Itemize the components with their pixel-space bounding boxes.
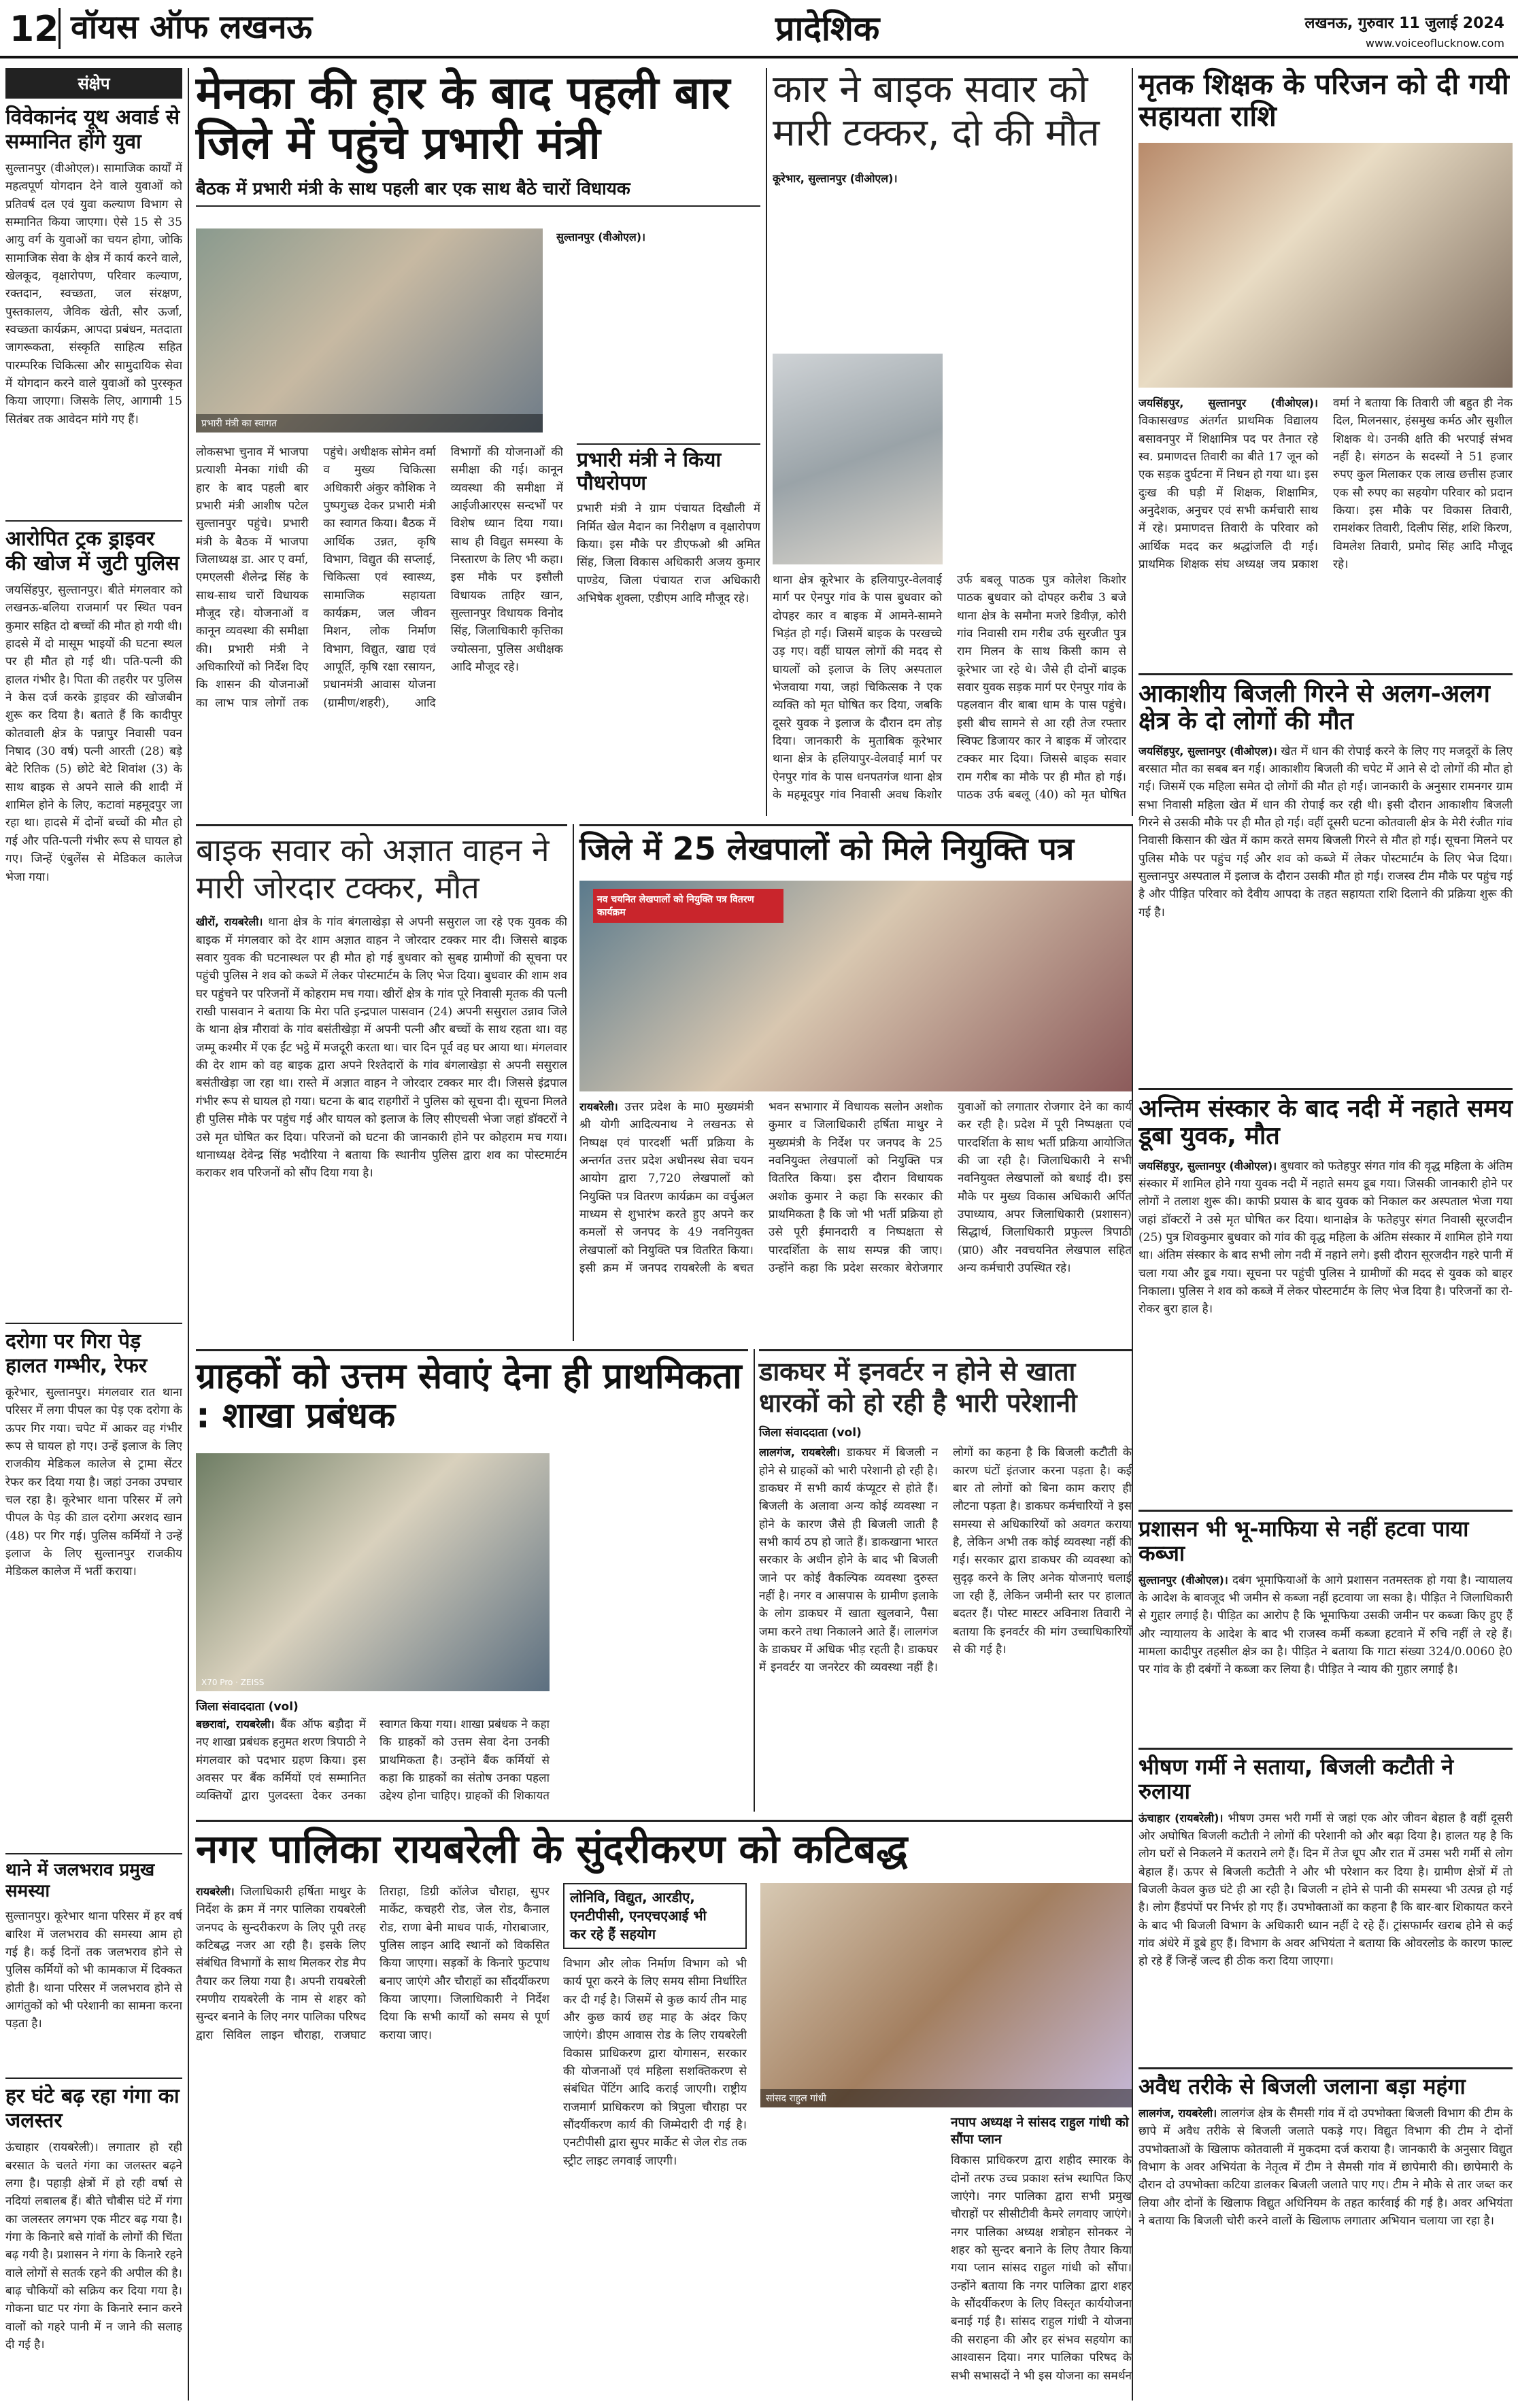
headline: अवैध तरीके से बिजली जलाना बड़ा महंगा [1138,2073,1466,2099]
body [1138,1157,1513,1484]
column-rule [1132,68,1133,816]
body2: प्रभारी मंत्री ने ग्राम पंचायत दिखौली में निर्मित खेल मैदान का निरीक्षण व वृक्षारोपण किया। इस मौके पर डीएफओ श्री अमित सिंह, जिला विकास अधिकारी अजय कुमार पाण्डेय, जिला पंचायत राज अधिकारी अभिषेक शुक्ला, एडीएम आदि मौजूद रहे। [577,502,760,605]
dateline: बछरावां, रायबरेली। [196,1718,275,1731]
story-heat [1138,1748,1513,2061]
sidebar-label-text: संक्षेप [78,74,110,93]
website: www.voiceoflucknow.com [1365,37,1504,50]
story-lightning [1138,673,1513,1081]
photo-caption: सांसद राहुल गांधी [760,2089,1132,2107]
brief-headline: विवेकानंद यूथ अवार्ड से सम्मानित होंगे युवा [5,105,180,154]
photo-stamp: X70 Pro · ZEISS [201,1678,265,1687]
byline: जयसिंहपुर, सुल्तानपुर (वीओएल)। [1138,744,1277,758]
headline: मेनका की हार के बाद पहली बार जिले में पहुंचे प्रभारी मंत्री [196,67,730,169]
bullet-line: एनटीपीसी, एनएचएआई भी [570,1907,707,1924]
byline: कूरेभार, सुल्तानपुर (वीओएल)। [773,172,898,185]
byline: जयसिंहपुर, सुल्तानपुर (वीओएल)। [1138,396,1318,409]
body-text: उत्तर प्रदेश के मा0 मुख्यमंत्री श्री योगी आदित्यनाथ ने लखनऊ से निष्पक्ष एवं पारदर्शी भर्ती प्रक्रिया के अन्तर्गत उत्तर प्रदेश अधीनस्थ सेवा चयन आयोग द्वारा 7,720 लेखपालों को नियुक्ति पत्र वितरण कार्यक्रम का वर्चुअल माध्यम से शुभारंभ करते हुए अपने कर कमलों से जनपद के 49 नवनियुक्त लेखपालों को नियुक्ति पत्र वितरित किया। इसी क्रम में जनपद रायबरेली के बचत भवन सभागार में विधायक सलोन अशोक कुमार व जिलाधिकारी हर्षिता माथुर ने मुख्यमंत्री के निर्देश पर जनपद के 25 नवनियुक्त लेखपालों को नियुक्ति पत्र वितरित किया। इस दौरान विधायक अशोक कुमार ने कहा कि सरकार की प्राथमिकता है कि जो भी भर्ती प्रक्रिया हो उसे पूरी ईमानदारी व निष्पक्षता से पारदर्शिता के साथ सम्पन्न की जाए। उन्होंने कहा कि प्रदेश सरकार बेरोजगार युवाओं को लगातार रोजगार देने का कार्य कर रही है। प्रदेश में पूरी निष्पक्षता एवं पारदर्शिता के साथ भर्ती प्रक्रिया आयोजित की जा रही है। जिलाधिकारी ने सभी नवनियुक्त लेखपालों को बधाई दी। इस मौके पर मुख्य विकास अधिकारी अर्पित उपाध्याय, अपर जिलाधिकारी (प्रशासन) सिद्धार्थ, जिलाधिकारी प्रफुल्ल त्रिपाठी (प्रा0) और नवचयनित लेखपाल सहित अन्य कर्मचारी उपस्थित रहे। [579,1100,1132,1276]
body: थाना क्षेत्र कूरेभार के हलियापुर-वेलवाई मार्ग पर ऐनपुर गांव के पास बुधवार को दोपहर कार व बाइक में आमने-सामने भिड़ंत हो गई। जिसमें बाइक के परखच्चे उड़ गए। वहीं घायल लोगों की मदद से घायलों को इलाज के लिए अस्पताल भेजवाया गया, जहां चिकित्सक ने एक व्यक्ति को मृत घोषित कर दिया, जबकि दूसरे युवक ने इलाज के दौरान दम तोड़ दिया। जानकारी के मुताबिक कूरेभार थाना क्षेत्र के हलियापुर-वेलवाई मार्ग पर ऐनपुर गांव के पास धनपतगंज थाना क्षेत्र के महमूदपुर गांव निवासी अवध किशोर उर्फ बबलू पाठक पुत्र कोलेश किशोर पाठक बुधवार को दोपहर करीब 3 बजे थाना क्षेत्र के समौना मजरे डिवीज़, कोरी गांव निवासी राम गरीब उर्फ सुरजीत पुत्र राम मिलन के साथ किसी काम से कूरेभार जा रहे थे। जैसे ही दोनों बाइक सवार युवक सड़क मार्ग पर ऐनपुर गांव के पहलवान वीर बाबा धाम के पास पहुंचे। इसी बीच सामने से आ रही तेज रफ्तार स्विफ्ट डिजायर कार ने बाइक में जोरदार टक्कर मार दिया। जिससे बाइक सवार राम गरीब का मौके पर ही मौत हो गई। पाठक उर्फ बबलू (40) को मृत घोषित [773,573,1126,802]
photo-rahul [760,1883,1132,2107]
brief-headline: दरोगा पर गिरा पेड़ हालत गम्भीर, रेफर [5,1329,148,1378]
brief-item [5,520,182,1316]
body-right: विकास प्राधिकरण द्वारा शहीद स्मारक के दोनों तरफ उच्च प्रकाश स्तंभ स्थापित किए जाएंगे। नगर पालिका द्वारा सभी प्रमुख चौराहों पर सीसीटीवी कैमरे लगवाए जाएंगे। नगर पालिका अध्यक्ष शत्रोहन सोनकर ने शहर को सुन्दर बनाने के लिए तैयार किया गया प्लान सांसद राहुल गांधी को सौंपा। उन्होंने बताया कि नगर पालिका द्वारा शहर के सौंदर्यीकरण के लिए विस्तृत कार्ययोजना बनाई गई है। सांसद राहुल गांधी ने योजना की सराहना की और हर संभव सहयोग का आश्वासन दिया। नगर पालिका परिषद के सभी सभासदों ने भी इस योजना का समर्थन [951,2154,1132,2383]
story-bank [196,1349,748,1812]
headline: भीषण गर्मी ने सताया, बिजली कटौती ने रुलाया [1138,1754,1454,1804]
headline: जिले में 25 लेखपालों को मिले नियुक्ति पत्र [579,830,1075,867]
sidebar-label [5,68,182,99]
page-number: 12 [10,9,59,50]
brief-item [5,2078,182,2401]
bullet-line: लोनिवि, विद्युत, आरडीए, [570,1889,695,1905]
body [1138,2105,1513,2390]
brief-body: जयसिंहपुर, सुल्तानपुर। बीते मंगलवार को लखनऊ-बलिया राजमार्ग पर स्थित पवन कुमार सहित दो बच्चों की मौत हो गयी थी। हादसे में दो मासूम भाइयों की घटना स्थल पर ही मौत हो गई थी। पति-पत्नी की हालत गंभीर है। पिता की तहरीर पर पुलिस ने केस दर्ज करके ड्राइवर की खोजबीन शुरू कर दिया है। बताते हैं कि कादीपुर कोतवाली क्षेत्र के पन्नापुर निवासी पवन निषाद (30 वर्ष) पत्नी आरती (28) बड़े बेटे रितिक (5) छोटे बेटे शिवांश (3) के साथ बाइक से अपने साले की शादी में शामिल होने के लिए, कटावां महमूदपुर जा रहा था। हादसे में दोनों बच्चों की मौत हो गई और पति-पत्नी गंभीर रूप से घायल हो गए। जिन्हें एंबुलेंस से मेडिकल कालेज भेजा गया। [5,583,182,884]
body [1138,743,1513,1062]
right-col [577,443,760,811]
body-text: बुधवार को फतेहपुर संगत गांव की वृद्ध महिला के अंतिम संस्कार में शामिल होने गया युवक नदी में नहाते समय डूब गया। जिसकी जानकारी होने पर लोगों ने तलाश शुरू की। काफी प्रयास के बाद युवक को निकाल कर अस्पताल भेजा गया जहां डॉक्टरों ने उसे मृत घोषित कर दिया। थानाक्षेत्र के फतेहपुर संगत निवासी सूरजदीन (25) पुत्र शिवकुमार बुधवार को गांव की वृद्ध महिला के अंतिम संस्कार में शामिल होने गया था। अंतिम संस्कार के बाद सभी लोग नदी में नहाने लगे। इसी दौरान सूरजदीन गहरे पानी में चला गया और डूब गया। सूचना पर पहुंची पुलिस ने ग्रामीणों की मदद से युवक को बाहर निकाला। पुलिस ने शव को कब्जे में लेकर पोस्टमार्टम के लिए भेज दिया है। परिजनों का रो-रोकर बुरा हाल है। [1138,1159,1513,1317]
body-text: दबंग भूमाफियाओं के आगे प्रशासन नतमस्तक हो गया है। न्यायालय के आदेश के बावजूद भी जमीन से कब्जा नहीं हटवाया जा सका है। पीड़ित ने जिलाधिकारी से गुहार लगाई है। पीड़ित का आरोप है कि भूमाफिया उसकी जमीन पर कब्जा किए हुए हैं और न्यायालय के आदेश के बाद भी राजस्व कर्मी कब्जा हटवाने में रुचि नहीं ले रहे हैं। मामला कादीपुर तहसील क्षेत्र का है। पीड़ित ने बताया कि गाटा संख्या 324/0.0060 हे0 पर गांव के ही दबंगों ने कब्जा कर लिया है। पीड़ित ने न्याय की गुहार लगाई है। [1138,1573,1513,1677]
photo-ceremony [579,881,1132,1091]
headline: आकाशीय बिजली गिरने से अलग-अलग क्षेत्र के दो लोगों की मौत [1138,680,1490,736]
story-menka [196,68,760,816]
photo-caption: प्रभारी मंत्री का स्वागत [196,414,543,433]
body: लोकसभा चुनाव में भाजपा प्रत्याशी मेनका गांधी की हार के बाद पहली बार प्रभारी मंत्री आशीष पटेल सुल्तानपुर पहुंचे। प्रभारी मंत्री के बैठक में भाजपा जिलाध्यक्ष डा. आर ए वर्मा, एमएलसी शैलेन्द्र सिंह के साथ-साथ चारों विधायक मौजूद रहे। योजनाओं व कानून व्यवस्था की समीक्षा की। प्रभारी मंत्री ने अधिकारियों को निर्देश दिए कि शासन की योजनाओं का लाभ पात्र लोगों तक पहुंचे। अधीक्षक सोमेन वर्मा व मुख्य चिकित्सा अधिकारी अंकुर कौशिक ने पुष्पगुच्छ देकर प्रभारी मंत्री का स्वागत किया। बैठक में आर्थिक उन्नत, कृषि विभाग, विद्युत की सप्लाई, चिकित्सा एवं स्वास्थ्य, सामाजिक सहायता कार्यक्रम, जल जीवन मिशन, लोक निर्माण विभाग, विद्युत, खाद्य एवं आपूर्ति, कृषि रक्षा रसायन, प्रधानमंत्री आवास योजना (ग्रामीण/शहरी), आदि विभागों की योजनाओं की समीक्षा की गई। कानून व्यवस्था की समीक्षा में आईजीआरएस सन्दर्भों पर विशेष ध्यान दिया गया। साथ ही विद्युत समस्या के निस्तारण के लिए भी कहा। इस मौके पर इसौली विधायक ताहिर खान, सुल्तानपुर विधायक विनोद सिंह, जिलाधिकारी कृत्तिका ज्योत्सना, पुलिस अधीक्षक आदि मौजूद रहे। [196,445,563,710]
body-left [196,1883,550,2400]
body [1138,394,1513,660]
masthead-divider [58,8,61,49]
byline: जयसिंहपुर, सुल्तानपुर (वीओएल)। [1138,1159,1277,1172]
byline: ऊंचाहार (रायबरेली)। [1138,1811,1224,1825]
story-nagar [196,1820,1132,2401]
headline: नगर पालिका रायबरेली के सुंदरीकरण को कटिबद्ध [196,1826,908,1872]
headline: मृतक शिक्षक के परिजन को दी गयी सहायता राशि [1138,67,1509,133]
brief-headline: हर घंटे बढ़ रहा गंगा का जलस्तर [5,2084,180,2133]
headline: प्रशासन भी भू-माफिया से नहीं हटवा पाया कब्जा [1138,1516,1469,1566]
byline: लालगंज, रायबरेली। [1138,2106,1217,2120]
story-bike [196,824,567,1341]
headline: बाइक सवार को अज्ञात वाहन ने मारी जोरदार टक्कर, मौत [196,832,550,906]
brief-body: सुल्तानपुर (वीओएल)। सामाजिक कार्यों में महत्वपूर्ण योगदान देने वाले युवाओं को प्रतिवर्ष दल एवं युवा कल्याण विभाग से सम्मानित किया जाएगा। ऐसे 15 से 35 आयु वर्ग के युवाओं का चयन होगा, जोकि सामाजिक सेवा के क्षेत्र में कार्य करने वाले, खेलकूद, वृक्षारोपण, परिवार कल्याण, रक्तदान, स्वच्छता, जल संरक्षण, पुस्तकालय, जैविक खेती, सौर ऊर्जा, स्वच्छता कार्यक्रम, आपदा प्रबंधन, मतदाता जागरूकता, संस्कृति साहित्य सहित पारम्परिक चिकित्सा और सामुदायिक सेवा में योगदान करने वाले युवाओं को पुरस्कृत किया जाएगा। जिसके लिए, आगामी 15 सितंबर तक आवेदन मांगे गए हैं। [5,162,182,426]
story-illegal [1138,2067,1513,2401]
byline: जिला संवाददाता (vol) [196,1700,299,1714]
brief-body: ऊंचाहार (रायबरेली)। लगातार हो रही बरसात के चलते गंगा का जलस्तर बढ़ने लगा है। पहाड़ी क्षेत्रों में हो रही वर्षा से नदियां लबालब हैं। बीते चौबीस घंटे में गंगा का जलस्तर लगभग एक मीटर बढ़ गया है। गंगा के किनारे बसे गांवों के लोगों की चिंता बढ़ गयी है। प्रशासन ने गंगा के किनारे रहने वाले लोगों से सतर्क रहने की अपील की है। बाढ़ चौकियों को सक्रिय कर दिया गया है। गोकना घाट पर गंगा के किनारे स्नान करने वालों को गहरे पानी में न जाने की सलाह दी गई है। [5,2141,182,2352]
brief-item [5,105,182,513]
story-teacher [1138,68,1513,666]
body [1138,1572,1513,1742]
section-name: प्रादेशिक [775,9,880,48]
paper-name: वॉयस ऑफ लखनऊ [71,8,313,46]
brief-body: सुल्तानपुर। कूरेभार थाना परिसर में हर वर्ष बारिश में जलभराव की समस्या आम हो गई है। कई दिनों तक जलभराव होने से पुलिस कर्मियों को भी कामकाज में दिक्कत होती है। थाना परिसर में जलभराव होने से आगंतुकों को भी परेशानी का सामना करना पड़ता है। [5,1910,182,2031]
byline: सुल्तानपुर (वीओएल)। [1138,1573,1228,1587]
subhead: प्रभारी मंत्री ने किया पौधरोपण [577,443,760,494]
body [196,913,567,1321]
column-rule [754,1349,755,1812]
story-mafia [1138,1510,1513,1741]
body [759,1444,1132,1784]
column-rule [188,68,189,2401]
body-text: जिलाधिकारी हर्षिता माथुर के निर्देश के क्रम में नगर पालिका रायबरेली जनपद के सुन्दरीकरण के लिए पूरी तरह कटिबद्ध नजर आ रही है। इसके लिए संबंधित विभागों के साथ मिलकर रोड मैप तैयार कर लिया गया है। अपनी रायबरेली रमणीय रायबरेली के नाम से शहर को सुन्दर बनाने के लिए नगर पालिका परिषद द्वारा सिविल लाइन चौराहा, राजघाट तिराहा, डिग्री कॉलेज चौराहा, सुपर मार्केट, कचहरी रोड, जेल रोड, कैनाल रोड, राणा बेनी माधव पार्क, गोराबाजार, पुलिस लाइन आदि स्थानों को विकसित किया जाएगा। सड़कों के किनारे फुटपाथ बनाए जाएंगे और चौराहों का सौंदर्यीकरण किया जाएगा। जिलाधिकारी ने निर्देश दिया कि सभी कार्यों को समय से पूर्ण कराया जाए। [196,1885,550,2042]
headline: कार ने बाइक सवार को मारी टक्कर, दो की मौत [773,67,1100,156]
headline: डाकघर में इनवर्टर न होने से खाता धारकों को हो रही है भारी परेशानी [759,1357,1077,1418]
brief-item [5,1853,182,2071]
story-lekhpal [579,824,1132,1341]
body-right [563,1453,748,1811]
subhead: नपाप अध्यक्ष ने सांसद राहुल गांधी को सौंपा प्लान [951,2115,1129,2147]
brief-headline: थाने में जलभराव प्रमुख समस्या [5,1860,155,1902]
body-text: डाकघर में बिजली न होने से ग्राहकों को भारी परेशानी हो रही है। डाकघर में सभी कार्य कंप्यूटर से होते हैं। बिजली के अलावा अन्य कोई व्यवस्था न होने के कारण जैसे ही बिजली जाती है सभी कार्य ठप हो जाते हैं। डाकखाना भारत सरकार के अधीन होने के बाद भी बिजली जाने पर कोई वैकल्पिक व्यवस्था दुरुस्त नहीं है। नगर व आसपास के ग्रामीण इलाके के लोग डाकघर में खाता खुलवाने, पैसा जमा करने तथा निकालने आते हैं। लालगंज के डाकघर में अधिक भीड़ रहती है। डाकघर में इनवर्टर या जनरेटर की व्यवस्था नहीं है। लोगों का कहना है कि बिजली कटौती के कारण घंटों इंतजार करना पड़ता है। कई बार तो लोगों को बिना काम कराए ही लौटना पड़ता है। डाकघर कर्मचारियों ने इस समस्या से अधिकारियों को अवगत कराया है, लेकिन अभी तक कोई व्यवस्था नहीं की गई। सरकार द्वारा डाकघर की व्यवस्था को सुदृढ़ करने के लिए अनेक योजनाएं चलाई जा रही हैं, लेकिन जमीनी स्तर पर हालात बदतर हैं। पोस्ट मास्टर अविनाश तिवारी ने बताया कि इनवर्टर की मांग उच्चाधिकारियों से की गई है। [759,1446,1132,1675]
body-text: भीषण उमस भरी गर्मी से जहां एक ओर जीवन बेहाल है वहीं दूसरी ओर अघोषित बिजली कटौती ने लोगों की परेशानी को और बढ़ा दिया है। हालत यह है कि लोग घरों से निकलने में कतराने लगे हैं। दिन में तेज धूप और रात में उमस भरी गर्मी से लोग बेहाल हैं। ऊपर से बिजली कटौती ने और भी परेशान कर दिया है। ग्रामीण क्षेत्रों में तो बिजली केवल कुछ घंटे ही आ रही है। बिजली न होने से पानी की समस्या भी उत्पन्न हो गई है। लोग हैंडपंपों पर निर्भर हो गए हैं। उपभोक्ताओं का कहना है कि बार-बार शिकायत करने के बाद भी बिजली विभाग के अधिकारी ध्यान नहीं दे रहे हैं। ट्रांसफार्मर खराब होने से कई गांव अंधेरे में डूबे हुए हैं। विभाग के अवर अभियंता ने बताया कि ओवरलोड के कारण फाल्ट हो रहे हैं जिन्हें जल्द ही ठीक करा दिया जाएगा। [1138,1811,1513,1969]
body [579,1098,1132,1336]
photo-minister [196,228,543,433]
brief-body: कूरेभार, सुल्तानपुर। मंगलवार रात थाना परिसर में लगा पीपल का पेड़ एक दरोगा के ऊपर गिर गया। चपेट में आकर वह गंभीर रूप से घायल हो गए। उन्हें इलाज के लिए राजकीय मेडिकल कालेज से ट्रामा सेंटर रेफर कर दिया गया है। जहां उनका उपचार चल रहा है। कूरेभार थाना परिसर में लगे पीपल के पेड़ की डाल दरोगा अरशद खान (48) पर गिर गई। पुलिस कर्मियों ने उन्हें इलाज के लिए सुल्तानपुर राजकीय मेडिकल कालेज में भर्ती कराया। [5,1386,182,1579]
body-text: खेत में धान की रोपाई करने के लिए गए मजदूरों के लिए बरसात मौत का सबब बन गई। आकाशीय बिजली की चपेट में आने से दो लोगों की मौत हो गई। जिसमें एक महिला समेत दो लोगों की मौत हो गई। जानकारी के अनुसार रामनगर ग्राम सभा निवासी महिला खेत में धान की रोपाई कर रही थी। इसी दौरान आकाशीय बिजली गिरने से उसकी मौके पर ही मौत हो गई। वहीं दूसरी घटना कोतवाली क्षेत्र के मेरी रंजीत गांव निवासी किसान की खेत में काम करते समय बिजली गिरने से मौत हो गई। सूचना मिलने पर पुलिस मौके पर पहुंच गई और शव को कब्जे में लेकर पोस्टमार्टम के लिए भेज दिया। सुल्तानपुर अस्पताल में इलाज के दौरान उसकी मौत हो गई। राजस्व टीम मौके पर पहुंच गई है और पीड़ित परिवार को दैवीय आपदा के तहत सहायता राशि दिलाने की प्रक्रिया शुरू की गई है। [1138,744,1513,919]
intro-column [556,228,760,433]
photo-banner: नव चयनित लेखपालों को नियुक्ति पत्र वितरण कार्यक्रम [593,889,783,923]
body-mid: विभाग और लोक निर्माण विभाग को भी कार्य पूरा करने के लिए समय सीमा निर्धारित कर दी गई है। जिसमें से कुछ कार्य तीन माह और कुछ कार्य छह माह के अंदर किए जाएंगे। डीएम आवास रोड के लिए रायबरेली विकास प्राधिकरण द्वारा योगासन, सरकार की योजनाओं एवं महिला सशक्तिकरण से संबंधित पेंटिंग आदि कराई जाएगी। राष्ट्रीय राजमार्ग प्राधिकरण को त्रिपुला चौराहा पर सौंदर्यीकरण कार्य की जिम्मेदारी दी गई है। एनटीपीसी द्वारा सुपर मार्केट से जेल रोड तक स्ट्रीट लाइट लगवाई जाएगी। [563,1957,747,2168]
byline: जिला संवाददाता (vol) [759,1426,862,1440]
body-intro [773,170,943,347]
photo-accident [773,354,943,564]
body-bottom [760,2114,940,2400]
headline: ग्राहकों को उत्तम सेवाएं देना ही प्राथमिकता : शाखा प्रबंधक [196,1356,742,1437]
bullet-line: कर रहे हैं सहयोग [570,1926,656,1942]
column-rule [766,68,767,816]
body-left [196,1716,550,1811]
masthead [0,0,1518,58]
column-rule [573,824,574,1341]
byline: सुल्तानपुर (वीओएल)। [556,231,646,243]
story-post [759,1349,1132,1812]
story-funeral [1138,1088,1513,1503]
story-car [773,68,1126,816]
byline: रायबरेली। [196,1885,235,1898]
brief-item [5,1323,182,1846]
sidebar [5,68,182,2401]
body-text: लालगंज क्षेत्र के सैमसी गांव में दो उपभोक्ता बिजली विभाग की टीम के छापे में अवैध तरीके से बिजली जलाते पकड़े गए। विद्युत विभाग की टीम ने दोनों उपभोक्ताओं के खिलाफ कोतवाली में मुकदमा दर्ज कराया है। जानकारी के अनुसार विद्युत विभाग के अवर अभियंता के नेतृत्व में टीम ने सैमसी गांव में छापेमारी की। छापेमारी के दौरान दो उपभोक्ता कटिया डालकर बिजली जलाते पाए गए। टीम ने मौके से तार जब्त कर लिया और दोनों के खिलाफ विद्युत अधिनियम के तहत कार्रवाई की गई है। अवर अभियंता ने बताया कि बिजली चोरी करने वालों के खिलाफ लगातार अभियान चलाया जा रहा है। [1138,2106,1513,2228]
dateline: लालगंज, रायबरेली। [759,1446,841,1459]
body-text: थाना क्षेत्र के गांव बंगलाखेड़ा से अपनी ससुराल जा रहे एक युवक की बाइक में मंगलवार को देर शाम अज्ञात वाहन ने जोरदार टक्कर मार दी। जिससे बाइक सवार युवक की घटनास्थल पर ही मौत हो गई बुधवार को सुबह ग्रामीणों की सूचना पर पहुंची पुलिस ने शव को कब्जे में लेकर पोस्टमार्टम के लिए भेज दिया। बुधवार की शाम शव घर पहुंचने पर परिजनों में कोहराम मच गया। खीरों क्षेत्र के गांव पूरे निवासी मृतक की पत्नी राखी पासवान ने बताया कि मेरा पति इन्द्रपाल पासवान (24) अपनी ससुराल उन्नाव जिले के थाना क्षेत्र मौरावां के गांव बसंतीखेड़ा में अपनी पत्नी और बच्चों के साथ रहता था। वह जम्मू कश्मीर में एक ईंट भट्ठे में मजदूरी करता था। चार दिन पूर्व वह घर आया था। मंगलवार की देर शाम को वह बाइक द्वारा अपने रिश्तेदारों के गांव बंगलाखेड़ा से अपनी ससुराल बसंतीखेड़ा जा रहा था। रास्ते में अज्ञात वाहन ने जोरदार टक्कर मार दी। जिससे इंद्रपाल गंभीर रूप से घायल हो गया। घटना के बाद राहगीरों ने पुलिस को सूचना दी। सूचना मिलते ही पुलिस मौके पर पहुंच गई और घायल को इलाज के लिए सीएचसी भेजा जहां डॉक्टरों ने उसे मृत घोषित कर दिया। परिजनों को घटना की जानकारी होने पर कोहराम मच गया। थानाध्यक्ष देवेन्द्र सिंह भदौरिया ने बताया कि स्थानीय पुलिस द्वारा शव का पोस्टमार्टम कराकर शव परिजनों को सौंप दिया गया है। [196,915,567,1181]
byline: खीरों, रायबरेली। [196,915,263,929]
body [1138,1810,1513,2068]
photo-bank [196,1453,550,1691]
dateline: लखनऊ, गुरुवार 11 जुलाई 2024 [1304,15,1504,32]
body-text: विकासखण्ड अंतर्गत प्राथमिक विद्यालय बसावनपुर में शिक्षामित्र पद पर तैनात रहे स्व. प्रमाणदत्त तिवारी का बीते 17 जून को एक सड़क दुर्घटना में निधन हो गया था। इस दुःख की घड़ी में शिक्षक, शिक्षामित्र, अनुदेशक, अनुचर एवं सभी कर्मचारी साथ में रहे। प्रमाणदत्त तिवारी के परिवार को आर्थिक मदद कर श्रद्धांजलि दी गई। प्राथमिक शिक्षक संघ अध्यक्ष जय प्रकाश वर्मा ने बताया कि तिवारी जी बहुत ही नेक दिल, मिलनसार, हंसमुख कर्मठ और सुशील शिक्षक थे। उनकी क्षति की भरपाई संभव नहीं है। संगठन के सदस्यों ने 51 हजार रुपए कुल मिलाकर एक लाख छत्तीस हजार एक सौ रुपए का सहयोग परिवार को प्रदान किया। इस मौके पर विकास तिवारी, रामशंकर तिवारी, दिलीप सिंह, शशि किरण, विमलेश तिवारी, प्रमोद सिंह आदि मौजूद रहे। [1138,396,1513,572]
right-col [956,170,1126,564]
body-text: बैंक ऑफ बड़ौदा में नए शाखा प्रबंधक हनुमत शरण त्रिपाठी ने मंगलवार को पदभार ग्रहण किया। इस अवसर पर बैंक कर्मियों एवं सम्मानित व्यक्तियों द्वारा पुलदस्ता देकर उनका स्वागत किया गया। शाखा प्रबंधक ने कहा कि ग्राहकों को उत्तम सेवा देना उनकी प्राथमिकता है। उन्होंने बैंक कर्मियों से कहा कि ग्राहकों का संतोष उनका पहला उद्देश्य होना चाहिए। ग्राहकों की शिकायत [196,1718,550,1803]
photo-aid [1138,143,1513,388]
byline: रायबरेली। [579,1100,618,1113]
brief-headline: आरोपित ट्रक ड्राइवर की खोज में जुटी पुलिस [5,527,180,575]
deck: बैठक में प्रभारी मंत्री के साथ पहली बार एक साथ बैठे चारों विधायक [196,175,760,207]
right-col [951,2114,1132,2400]
headline: अन्तिम संस्कार के बाद नदी में नहाते समय डूबा युवक, मौत [1138,1095,1513,1151]
column-rule [1132,824,1133,2401]
bullet-box [563,1883,747,1949]
